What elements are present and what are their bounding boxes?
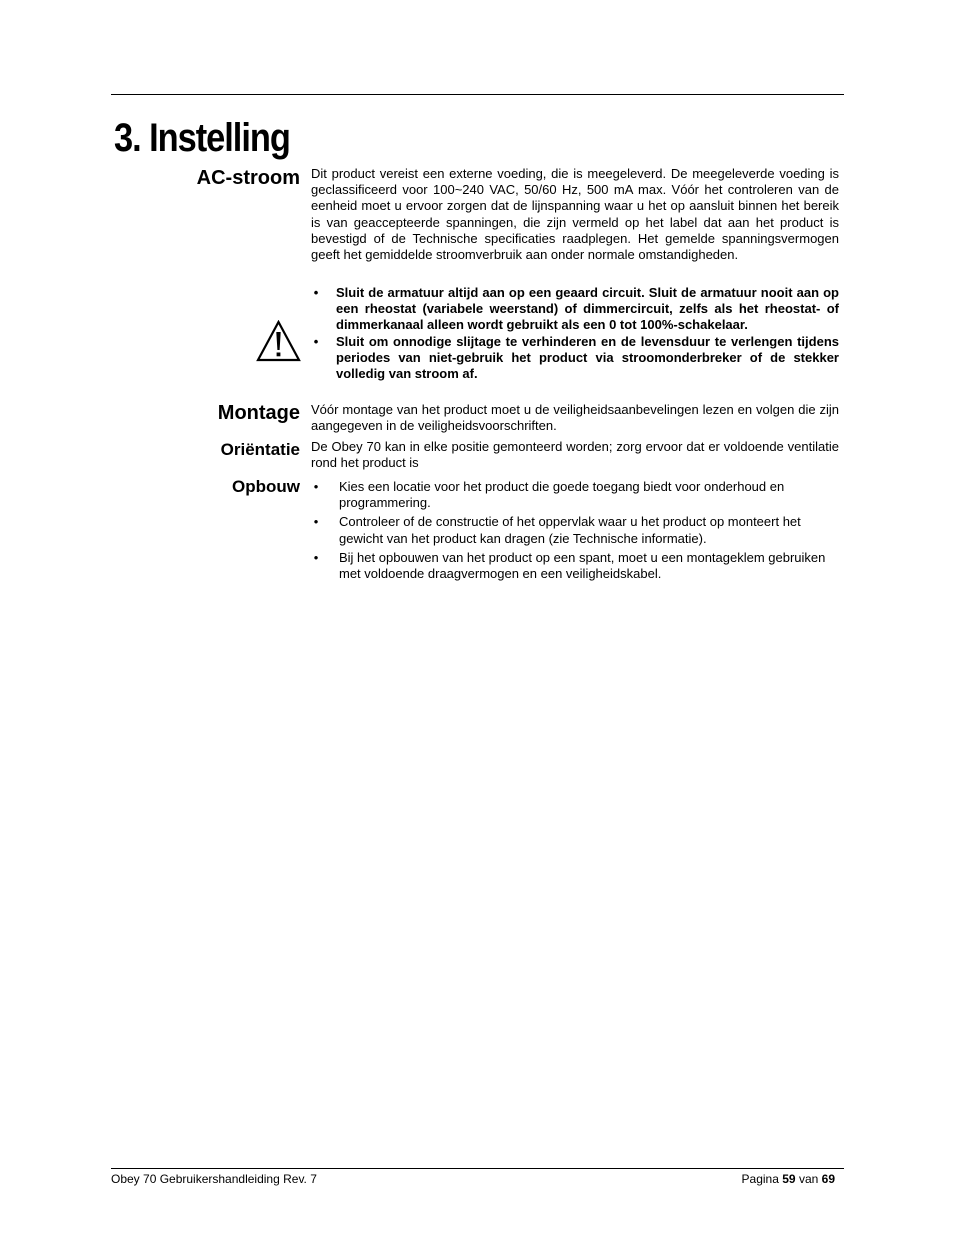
list-item [311,514,839,546]
bullet: • [313,333,319,349]
page-current: 59 [782,1172,796,1186]
warning-item-text: Sluit om onnodige slijtage te verhinderen en de levensduur te verlengen tijdens periodes van niet-gebruik het product via stroomonderbreker of de stekker volledig van stroom af. [336,333,839,382]
orientatie-paragraph: De Obey 70 kan in elke positie gemonteerd worden; zorg ervoor dat er voldoende ventilatie rond het product is [311,439,839,471]
bullet: • [313,285,319,300]
warning-item [311,334,839,383]
bullet: • [313,549,319,565]
opbouw-list [311,479,839,585]
section-heading-ac-stroom: AC-stroom [196,167,300,189]
footer-page-number [742,1172,835,1186]
section-heading-montage: Montage [217,402,300,424]
footer-document-title: Obey 70 Gebruikershandleiding Rev. 7 [111,1172,317,1186]
list-item-text: Kies een locatie voor het product die goede toegang biedt voor onderhoud en programmering. [339,479,785,511]
page-total: 69 [821,1172,835,1186]
list-item-text: Controleer of de constructie of het oppervlak waar u het product op monteert het gewicht van het product kan dragen (zie Technische informatie). [339,514,801,546]
ac-stroom-warning-list [311,285,839,382]
page-title: 3. Instelling [114,116,290,160]
page-of: van [798,1172,819,1186]
header-rule [111,94,844,95]
warning-triangle-icon [256,320,301,362]
footer-rule [111,1168,844,1169]
warning-item-text: Sluit de armatuur altijd aan op een geaard circuit. Sluit de armatuur nooit aan op een rheostat (variabele weerstand) of dimmercircuit, zelfs als het rheostat- of dimmerkanaal alleen wordt gebruikt als een 0 tot 100%-schakelaar. [336,285,839,333]
montage-paragraph: Vóór montage van het product moet u de veiligheidsaanbevelingen lezen en volgen die zijn aangegeven in de veiligheidsvoorschriften. [311,402,839,434]
page-label: Pagina [741,1172,779,1186]
ac-stroom-paragraph: Dit product vereist een externe voeding, die is meegeleverd. De meegeleverde voeding is geclassificeerd voor 100~240 VAC, 50/60 Hz, 500 mA max. Vóór het controleren van de eenheid moet u ervoor zorgen dat de lijnspanning waar u het op aansluit binnen het bereik is van geaccepteerde spanningen, die zijn vermeld op het label dat aan het product is bevestigd of de Technische specificaties raadplegen. Het gemelde spanningsvermogen geeft het gemiddelde stroomverbruik aan onder normale omstandigheden. [311,166,839,263]
warning-item [311,285,839,334]
section-heading-opbouw: Opbouw [232,477,300,496]
list-item-text: Bij het opbouwen van het product op een spant, moet u een montageklem gebruiken met voldoende draagvermogen en een veiligheidskabel. [339,549,826,582]
list-item [311,550,839,582]
section-heading-orientatie: Oriëntatie [220,440,300,459]
bullet: • [313,514,319,530]
bullet: • [313,479,319,494]
list-item [311,479,839,511]
